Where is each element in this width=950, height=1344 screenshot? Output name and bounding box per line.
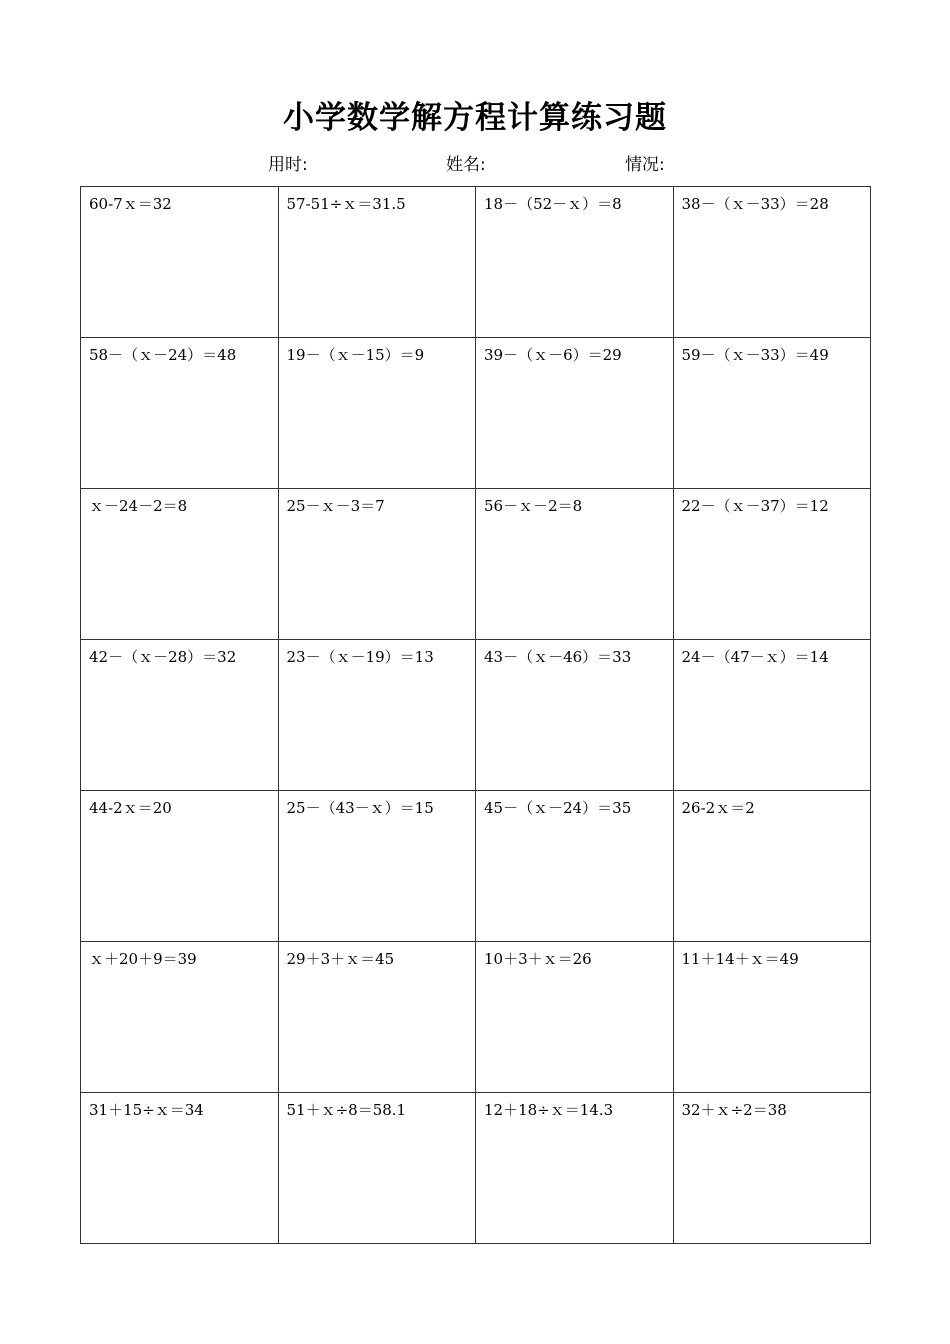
problem-text: 18－（52－ｘ）＝8: [484, 195, 622, 213]
problem-text: 25－（43－ｘ）＝15: [286, 799, 434, 817]
problem-text: 43－（ｘ－46）＝33: [484, 648, 632, 666]
problem-cell: [476, 942, 674, 1093]
problem-cell: [476, 338, 674, 489]
problem-cell: [81, 489, 279, 640]
problem-text: 11＋14＋ｘ＝49: [681, 950, 799, 968]
problem-cell: [673, 942, 871, 1093]
table-row: [81, 187, 871, 338]
problem-text: ｘ－24－2＝8: [89, 497, 188, 515]
problem-text: ｘ＋20＋9＝39: [89, 950, 197, 968]
problem-text: 22－（ｘ－37）＝12: [681, 497, 829, 515]
table-row: [81, 640, 871, 791]
problem-cell: [81, 338, 279, 489]
problem-text: 60-7ｘ＝32: [89, 195, 172, 213]
page-title: 小学数学解方程计算练习题: [283, 100, 667, 136]
problem-text: 25－ｘ－3＝7: [286, 497, 385, 515]
problem-cell: [673, 187, 871, 338]
problem-text: 24－（47－ｘ）＝14: [681, 648, 829, 666]
problem-text: 39－（ｘ－6）＝29: [484, 346, 622, 364]
status-label: 情况:: [625, 155, 665, 175]
table-row: [81, 338, 871, 489]
problem-text: 29＋3＋ｘ＝45: [286, 950, 395, 968]
problem-cell: [673, 1093, 871, 1244]
problem-text: 38－（ｘ－33）＝28: [681, 195, 829, 213]
problem-grid: [80, 186, 871, 1244]
problem-text: 59－（ｘ－33）＝49: [681, 346, 829, 364]
problem-cell: [278, 942, 476, 1093]
problem-cell: [673, 791, 871, 942]
problem-cell: [81, 942, 279, 1093]
problem-text: 19－（ｘ－15）＝9: [286, 346, 425, 364]
table-row: [81, 1093, 871, 1244]
problem-text: 44-2ｘ＝20: [89, 799, 172, 817]
problem-text: 32＋ｘ÷2＝38: [681, 1101, 787, 1119]
problem-text: 57-51÷ｘ＝31.5: [286, 195, 406, 213]
problem-cell: [476, 489, 674, 640]
problem-text: 26-2ｘ＝2: [681, 799, 755, 817]
problem-cell: [476, 791, 674, 942]
problem-text: 23－（ｘ－19）＝13: [286, 648, 434, 666]
problem-cell: [673, 338, 871, 489]
problem-cell: [278, 791, 476, 942]
problem-cell: [278, 338, 476, 489]
problem-cell: [81, 187, 279, 338]
problem-cell: [278, 187, 476, 338]
problem-cell: [278, 1093, 476, 1244]
problem-text: 45－（ｘ－24）＝35: [484, 799, 632, 817]
problem-text: 51＋ｘ÷8＝58.1: [286, 1101, 407, 1119]
problem-text: 58－（ｘ－24）＝48: [89, 346, 237, 364]
problem-cell: [278, 489, 476, 640]
table-row: [81, 489, 871, 640]
time-label: 用时:: [268, 155, 308, 175]
problem-cell: [476, 1093, 674, 1244]
table-row: [81, 791, 871, 942]
problem-cell: [81, 1093, 279, 1244]
problem-cell: [81, 791, 279, 942]
problem-text: 56－ｘ－2＝8: [484, 497, 583, 515]
problem-cell: [81, 640, 279, 791]
problem-cell: [476, 187, 674, 338]
problem-cell: [476, 640, 674, 791]
problem-text: 31＋15÷ｘ＝34: [89, 1101, 204, 1119]
name-label: 姓名:: [446, 155, 486, 175]
problem-text: 10＋3＋ｘ＝26: [484, 950, 592, 968]
problem-cell: [278, 640, 476, 791]
problem-cell: [673, 640, 871, 791]
table-row: [81, 942, 871, 1093]
problem-text: 42－（ｘ－28）＝32: [89, 648, 237, 666]
problem-text: 12＋18÷ｘ＝14.3: [484, 1101, 614, 1119]
problem-cell: [673, 489, 871, 640]
